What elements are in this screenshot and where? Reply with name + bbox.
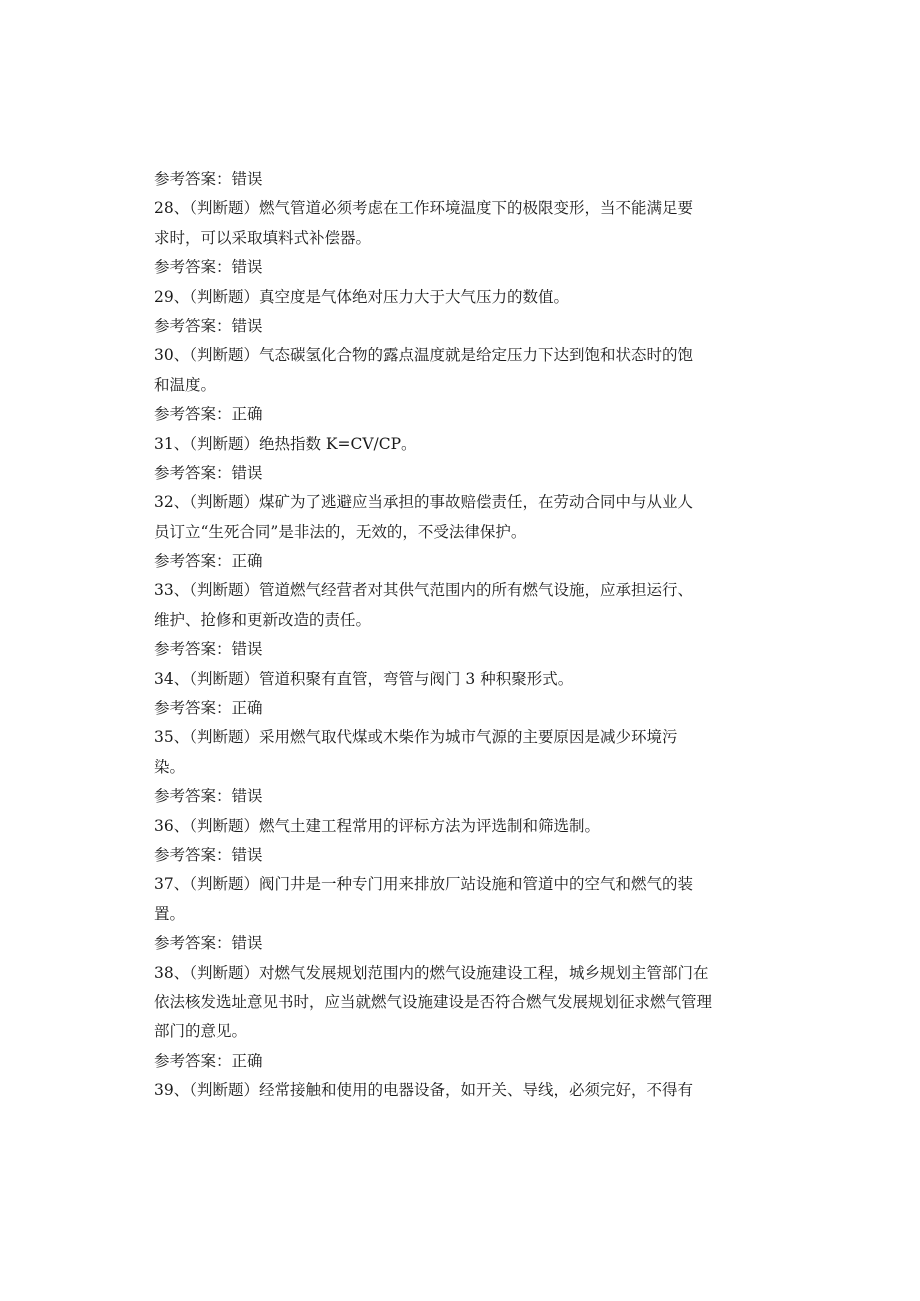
answer-line: 参考答案：错误	[154, 640, 263, 659]
question-line: 部门的意见。	[154, 1022, 248, 1041]
question-line: 染。	[154, 757, 186, 776]
answer-line: 参考答案：正确	[154, 699, 263, 718]
question-line: 求时，可以采取填料式补偿器。	[154, 228, 372, 247]
question-line: 28、（判断题）燃气管道必须考虑在工作环境温度下的极限变形，当不能满足要	[154, 199, 693, 218]
answer-line: 参考答案：正确	[154, 552, 263, 571]
question-line: 维护、抢修和更新改造的责任。	[154, 610, 372, 629]
question-line: 员订立“生死合同”是非法的，无效的，不受法律保护。	[154, 522, 527, 541]
question-line: 34、（判断题）管道积聚有直管，弯管与阀门 3 种积聚形式。	[154, 669, 574, 688]
answer-line: 参考答案：错误	[154, 258, 263, 277]
answer-line: 参考答案：正确	[154, 405, 263, 424]
answer-line: 参考答案：错误	[154, 316, 263, 335]
question-line: 35、（判断题）采用燃气取代煤或木柴作为城市气源的主要原因是减少环境污	[154, 728, 678, 747]
question-line: 31、（判断题）绝热指数 K=CV/CP。	[154, 434, 417, 453]
document-body	[154, 165, 764, 1106]
answer-line: 参考答案：错误	[154, 170, 263, 188]
answer-line: 参考答案：错误	[154, 934, 263, 953]
question-line: 30、（判断题）气态碳氢化合物的露点温度就是给定压力下达到饱和状态时的饱	[154, 346, 693, 365]
answer-line: 参考答案：正确	[154, 1051, 263, 1070]
question-line: 37、（判断题）阀门井是一种专门用来排放厂站设施和管道中的空气和燃气的装	[154, 875, 693, 894]
question-line: 33、（判断题）管道燃气经营者对其供气范围内的所有燃气设施，应承担运行、	[154, 581, 693, 600]
question-line: 39、（判断题）经常接触和使用的电器设备，如开关、导线，必须完好，不得有	[154, 1081, 693, 1100]
answer-line: 参考答案：错误	[154, 463, 263, 482]
question-line: 38、（判断题）对燃气发展规划范围内的燃气设施建设工程，城乡规划主管部门在	[154, 963, 709, 982]
question-line: 29、（判断题）真空度是气体绝对压力大于大气压力的数值。	[154, 287, 569, 306]
question-line: 和温度。	[154, 375, 217, 394]
question-line: 36、（判断题）燃气土建工程常用的评标方法为评选制和筛选制。	[154, 816, 600, 835]
answer-line: 参考答案：错误	[154, 787, 263, 806]
question-line: 置。	[154, 904, 186, 923]
answer-line: 参考答案：错误	[154, 845, 263, 864]
question-line: 32、（判断题）煤矿为了逃避应当承担的事故赔偿责任，在劳动合同中与从业人	[154, 493, 693, 512]
question-line: 依法核发选址意见书时，应当就燃气设施建设是否符合燃气发展规划征求燃气管理	[154, 992, 713, 1011]
